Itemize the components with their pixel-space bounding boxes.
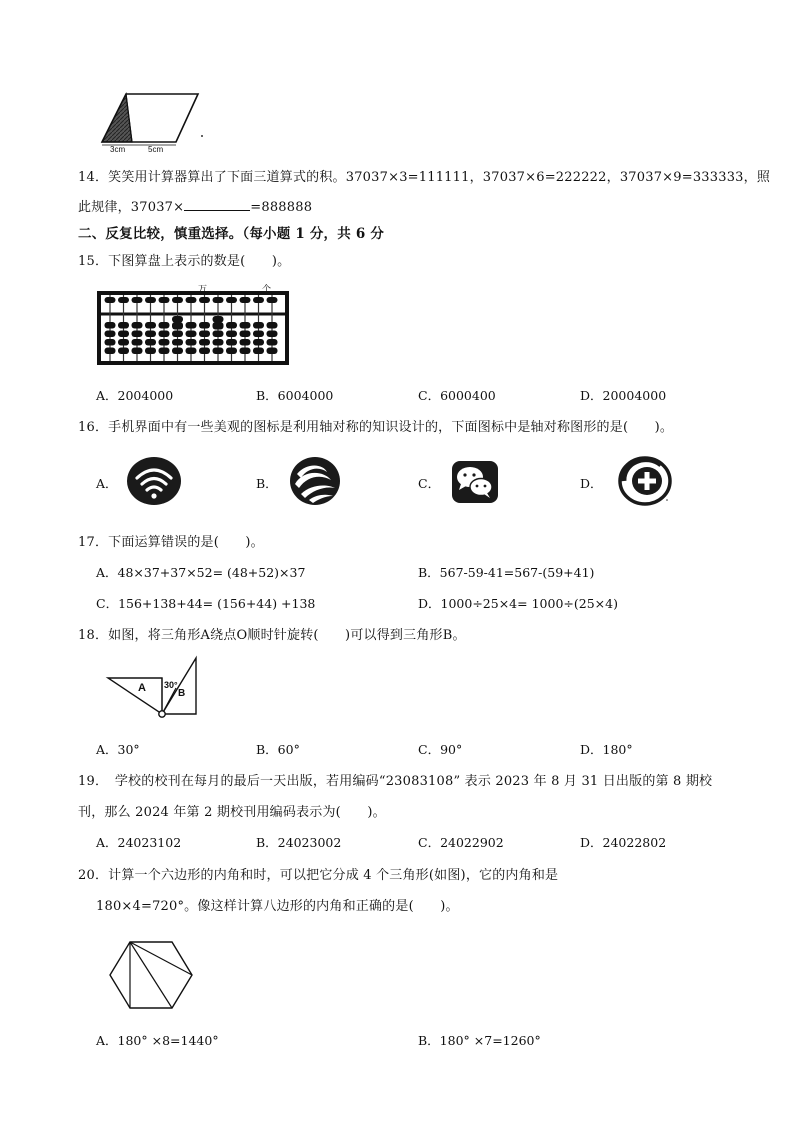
q18-option-c[interactable]: C．90° (418, 742, 463, 757)
abacus-bead (145, 339, 156, 346)
abacus-bead (199, 322, 210, 329)
q18-option-d[interactable]: D．180° (580, 742, 633, 757)
abacus-bead (159, 339, 170, 346)
label-5cm: 5cm (148, 145, 164, 154)
q15-option-b[interactable]: B．6004000 (256, 388, 334, 403)
abacus-bead (226, 339, 237, 346)
abacus-bead (253, 297, 264, 303)
abacus-bead (159, 297, 170, 303)
q15-option-c[interactable]: C．6000400 (418, 388, 496, 403)
abacus-label-ge: 个 (262, 285, 272, 295)
abacus-bead (226, 348, 237, 355)
abacus-bead (132, 322, 143, 329)
q17-stem: 17．下面运算错误的是( )。 (78, 535, 264, 550)
q19-option-d[interactable]: D．24022802 (580, 835, 667, 850)
q20-option-a[interactable]: A．180° ×8=1440° (96, 1033, 219, 1048)
q17-option-a[interactable]: A．48×37+37×52= (48+52)×37 (96, 565, 306, 580)
abacus-bead (213, 331, 224, 338)
plus-icon[interactable] (617, 456, 673, 506)
china-mobile-icon[interactable] (289, 456, 341, 506)
q19-option-c[interactable]: C．24022902 (418, 835, 504, 850)
abacus-bead (132, 297, 143, 303)
q17-option-b[interactable]: B．567-59-41=567-(59+41) (418, 565, 595, 580)
abacus-bead (118, 348, 129, 355)
abacus-bead (253, 348, 264, 355)
abacus-bead (118, 339, 129, 346)
abacus-bead (240, 322, 251, 329)
abacus-bead (199, 339, 210, 346)
abacus-bead (172, 348, 183, 355)
abacus-bead (145, 348, 156, 355)
q17-option-c[interactable]: C．156+138+44= (156+44) +138 (96, 596, 316, 611)
abacus-svg (98, 292, 288, 364)
q14-line2-pre: 此规律，37037× (78, 200, 185, 215)
abacus-bead (213, 348, 224, 355)
abacus-bead (105, 297, 116, 303)
abacus-bead (118, 322, 129, 329)
abacus-bead (172, 339, 183, 346)
q16-option-b[interactable]: B． (256, 476, 278, 491)
abacus-bead-counted (213, 316, 224, 323)
triangle-a (108, 678, 162, 714)
abacus-bead (267, 331, 278, 338)
q20-line2: 180×4=720°。像这样计算八边形的内角和正确的是( )。 (96, 899, 459, 914)
q18-stem: 18．如图，将三角形A绕点O顺时针旋转( )可以得到三角形B。 (78, 628, 466, 643)
abacus-bead (105, 322, 116, 329)
q19-line2: 刊，那么 2024 年第 2 期校刊用编码表示为( )。 (78, 805, 386, 820)
abacus-bead (105, 331, 116, 338)
abacus-bead (159, 331, 170, 338)
abacus-bead (172, 331, 183, 338)
q15-option-d[interactable]: D．20004000 (580, 388, 667, 403)
abacus-bead (132, 331, 143, 338)
q16-option-a[interactable]: A． (96, 476, 118, 491)
abacus-bead (213, 339, 224, 346)
q18-option-b[interactable]: B．60° (256, 742, 300, 757)
q16-stem: 16．手机界面中有一些美观的图标是利用轴对称的知识设计的，下面图标中是轴对称图形的是( )。 (78, 420, 674, 435)
abacus-bead (159, 322, 170, 329)
abacus-bead (145, 331, 156, 338)
abacus-bead (199, 331, 210, 338)
abacus-bead (240, 297, 251, 303)
abacus-bead (118, 297, 129, 303)
abacus-bead (159, 348, 170, 355)
abacus-bead (226, 331, 237, 338)
abacus-bead (213, 297, 224, 303)
abacus-bead (267, 339, 278, 346)
abacus-bead (226, 322, 237, 329)
abacus-bead (267, 348, 278, 355)
q20-option-b[interactable]: B．180° ×7=1260° (418, 1033, 541, 1048)
q14-line2 (78, 196, 312, 215)
rotation-svg (106, 656, 202, 720)
q14-line1: 14．笑笑用计算器算出了下面三道算式的积。37037×3=111111，37037×6=222222，37037×9=333333，照 (78, 170, 771, 185)
abacus-bead (199, 297, 210, 303)
abacus-bead (118, 331, 129, 338)
q14-answer-blank[interactable] (184, 198, 250, 211)
abacus-bead (240, 339, 251, 346)
abacus-bead-counted (213, 323, 224, 330)
abacus-bead (186, 348, 197, 355)
abacus-bead (186, 339, 197, 346)
label-3cm: 3cm (110, 145, 126, 154)
abacus-label-wan: 万 (198, 285, 208, 295)
q15-option-a[interactable]: A．2004000 (96, 388, 174, 403)
wechat-icon[interactable] (451, 460, 499, 504)
section-2-title: 二、反复比较，慎重选择。（每小题 1 分，共 6 分 (78, 226, 385, 242)
abacus-bead (240, 348, 251, 355)
abacus-bead (145, 322, 156, 329)
abacus-bead (186, 297, 197, 303)
abacus-bead (226, 297, 237, 303)
q14-line2-post: =888888 (250, 200, 313, 215)
abacus-bead (172, 297, 183, 303)
hexagon-figure (108, 940, 194, 1010)
abacus-bead (253, 322, 264, 329)
abacus-bead (253, 339, 264, 346)
q19-option-b[interactable]: B．24023002 (256, 835, 342, 850)
abacus-bead (186, 331, 197, 338)
abacus-bead (240, 331, 251, 338)
label-triangle-b: B (178, 688, 186, 699)
abacus-bead-counted (172, 316, 183, 323)
q18-option-a[interactable]: A．30° (96, 742, 140, 757)
abacus-bead (132, 348, 143, 355)
label-triangle-a: A (138, 682, 146, 694)
abacus-bead (199, 348, 210, 355)
q16-option-c[interactable]: C． (418, 476, 441, 491)
abacus-bead (186, 322, 197, 329)
q20-line1: 20．计算一个六边形的内角和时，可以把它分成 4 个三角形(如图)，它的内角和是 (78, 868, 559, 883)
abacus-bead (267, 297, 278, 303)
wifi-icon[interactable] (126, 456, 182, 506)
q19-option-a[interactable]: A．24023102 (96, 835, 182, 850)
abacus-bead (105, 348, 116, 355)
abacus-bead (132, 339, 143, 346)
q17-option-d[interactable]: D．1000÷25×4= 1000÷(25×4) (418, 596, 618, 611)
abacus-bead (267, 322, 278, 329)
abacus-bead (145, 297, 156, 303)
q15-stem: 15．下图算盘上表示的数是( )。 (78, 254, 291, 269)
abacus-bead-counted (172, 323, 183, 330)
q19-line1: 19． 学校的校刊在每月的最后一天出版，若用编码“23083108” 表示 2023 年 8 月 31 日出版的第 8 期校 (78, 774, 713, 789)
abacus-bead (253, 331, 264, 338)
point-o (159, 711, 165, 717)
q16-option-d[interactable]: D． (580, 476, 603, 491)
abacus-bead (105, 339, 116, 346)
label-angle-30: 30° (164, 680, 178, 690)
